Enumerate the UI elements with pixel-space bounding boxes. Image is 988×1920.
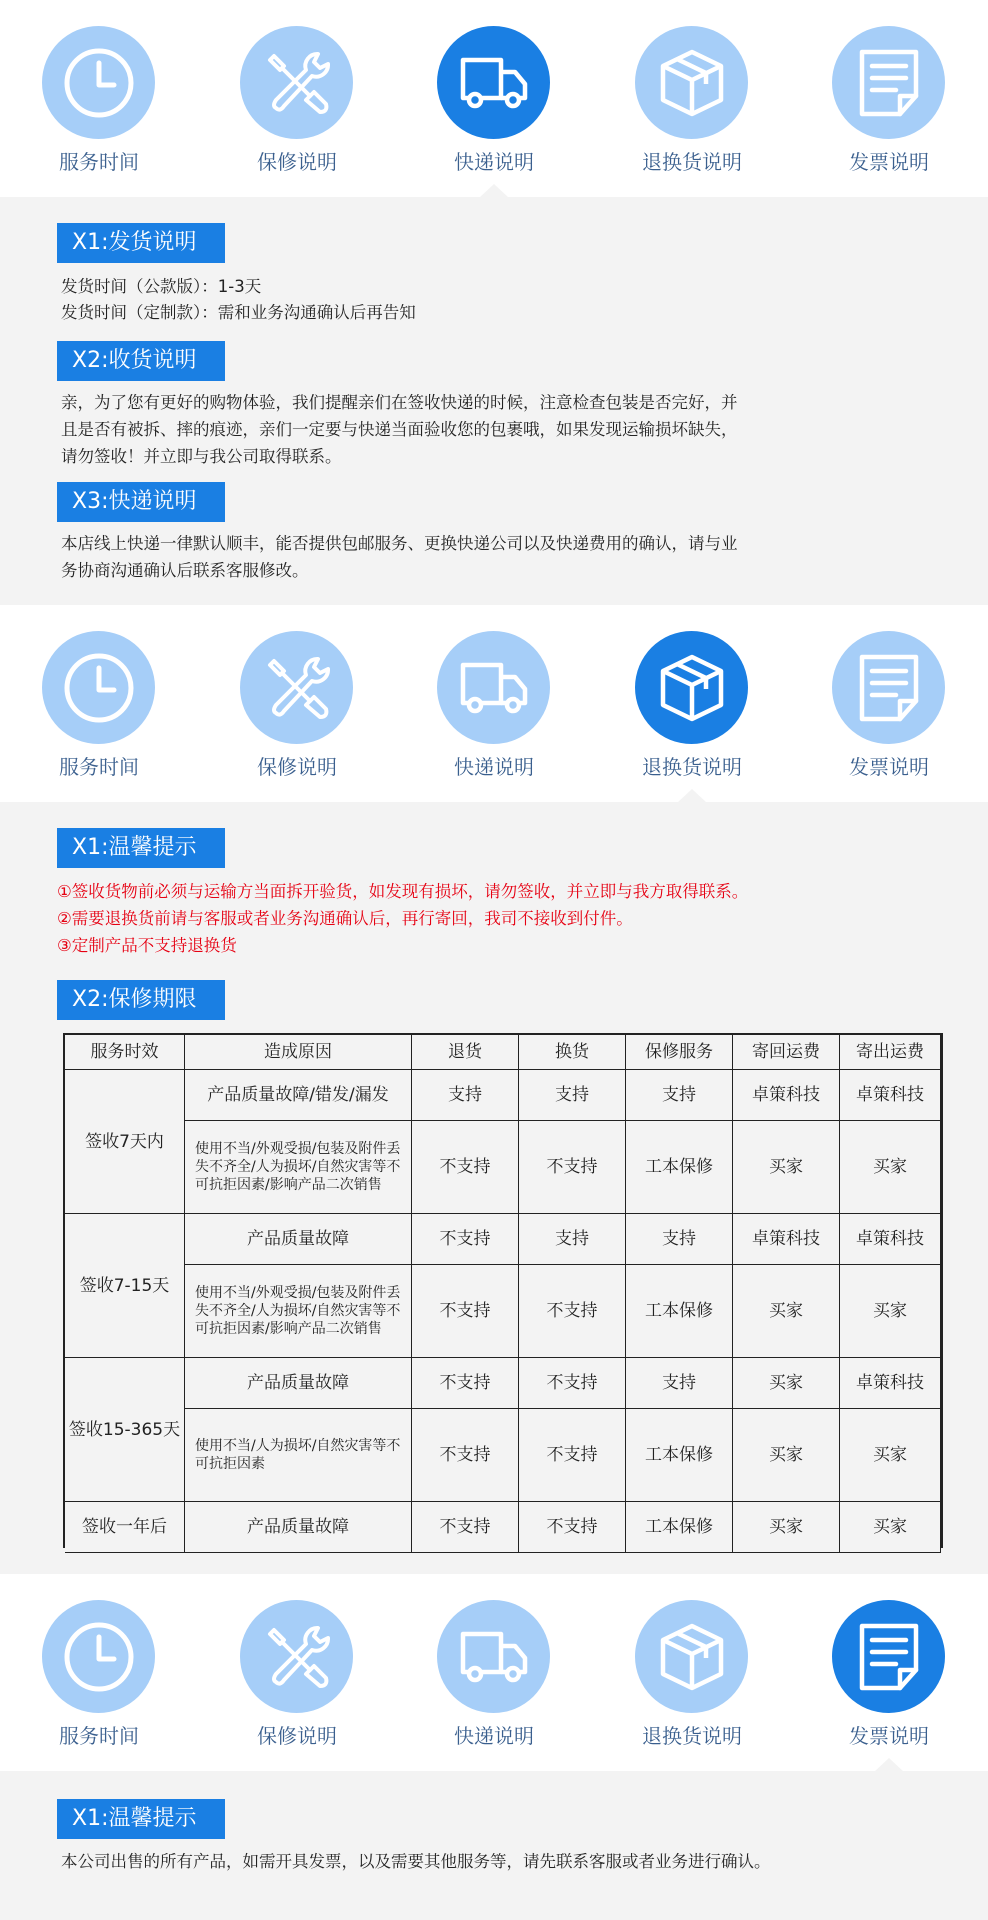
table-header-cell: 寄出运费 [840,1035,941,1070]
tip-line: ②需要退换货前请与客服或者业务沟通确认后，再行寄回，我司不接收到付件。 [57,909,633,928]
nav-tab-label: 快递说明 [454,755,534,779]
tools-icon [240,631,353,744]
nav-tab-label: 发票说明 [849,755,929,779]
table-value-cell: 买家 [840,1502,941,1553]
shipping-section [0,197,988,605]
shipping-time-standard: 发货时间（公款版）：1-3天 [61,277,262,296]
table-value-cell: 工本保修 [626,1265,733,1358]
table-value-cell: 买家 [733,1121,840,1214]
table-value-cell: 卓策科技 [733,1214,840,1265]
section-heading: X1:温馨提示 [57,1799,225,1839]
table-header-cell: 换货 [519,1035,626,1070]
nav-tab-tools[interactable] [198,605,396,802]
section-heading: X2:保修期限 [57,980,225,1020]
table-value-cell: 不支持 [412,1121,519,1214]
active-tab-pointer [479,184,509,198]
table-value-cell: 支持 [519,1070,626,1121]
nav-tab-truck[interactable] [395,1574,593,1771]
nav-bar-returns [0,605,988,802]
receive-text-line: 亲，为了您有更好的购物体验，我们提醒亲们在签收快递的时候，注意检查包装是否完好，并 [61,393,738,412]
table-value-cell: 支持 [626,1358,733,1409]
nav-tab-label: 退换货说明 [642,1724,742,1748]
table-value-cell: 工本保修 [626,1409,733,1502]
nav-bar-shipping [0,0,988,197]
nav-tab-label: 快递说明 [454,150,534,174]
nav-tab-invoice[interactable] [790,605,988,802]
clock-icon [42,631,155,744]
truck-icon [437,1600,550,1713]
express-text-line: 本店线上快递一律默认顺丰，能否提供包邮服务、更换快递公司以及快递费用的确认，请与业 [61,534,738,553]
nav-tab-truck[interactable] [395,0,593,197]
box-icon [635,631,748,744]
table-reason-cell: 产品质量故障 [185,1214,412,1265]
tip-line: ①签收货物前必须与运输方当面拆开验货，如发现有损坏，请勿签收，并立即与我方取得联系。 [57,882,749,901]
nav-tab-label: 服务时间 [59,150,139,174]
clock-icon [42,26,155,139]
section-heading: X2:收货说明 [57,341,225,381]
table-value-cell: 不支持 [412,1409,519,1502]
table-period-cell: 签收7天内 [65,1070,185,1214]
truck-icon [437,631,550,744]
table-value-cell: 支持 [412,1070,519,1121]
nav-tab-clock[interactable] [0,605,198,802]
table-value-cell: 不支持 [519,1502,626,1553]
nav-tab-truck[interactable] [395,605,593,802]
nav-tab-label: 保修说明 [257,1724,337,1748]
nav-tab-label: 保修说明 [257,150,337,174]
tip-line: ③定制产品不支持退换货 [57,936,237,955]
section-heading: X1:发货说明 [57,223,225,263]
nav-tab-tools[interactable] [198,0,396,197]
nav-tab-invoice[interactable] [790,1574,988,1771]
table-value-cell: 买家 [840,1121,941,1214]
nav-tab-label: 服务时间 [59,755,139,779]
table-value-cell: 不支持 [519,1409,626,1502]
table-period-cell: 签收一年后 [65,1502,185,1553]
table-value-cell: 不支持 [412,1265,519,1358]
table-value-cell: 工本保修 [626,1121,733,1214]
table-value-cell: 卓策科技 [840,1358,941,1409]
nav-tab-label: 快递说明 [454,1724,534,1748]
table-value-cell: 不支持 [519,1358,626,1409]
nav-tab-label: 退换货说明 [642,755,742,779]
nav-tab-clock[interactable] [0,0,198,197]
nav-tab-label: 保修说明 [257,755,337,779]
table-reason-cell: 产品质量故障/错发/漏发 [185,1070,412,1121]
nav-tab-label: 服务时间 [59,1724,139,1748]
invoice-icon [832,631,945,744]
clock-icon [42,1600,155,1713]
table-header-cell: 服务时效 [65,1035,185,1070]
nav-bar-invoice [0,1574,988,1771]
tools-icon [240,1600,353,1713]
tools-icon [240,26,353,139]
active-tab-pointer [874,1758,904,1772]
table-value-cell: 买家 [840,1265,941,1358]
table-value-cell: 工本保修 [626,1502,733,1553]
table-value-cell: 支持 [626,1070,733,1121]
section-heading: X1:温馨提示 [57,828,225,868]
table-value-cell: 不支持 [412,1502,519,1553]
table-value-cell: 买家 [840,1409,941,1502]
table-value-cell: 不支持 [412,1358,519,1409]
nav-tab-tools[interactable] [198,1574,396,1771]
table-period-cell: 签收7-15天 [65,1214,185,1358]
table-value-cell: 不支持 [519,1265,626,1358]
table-reason-cell: 产品质量故障 [185,1502,412,1553]
nav-tab-box[interactable] [593,0,791,197]
box-icon [635,26,748,139]
nav-tab-invoice[interactable] [790,0,988,197]
table-reason-cell: 使用不当/外观受损/包装及附件丢失不齐全/人为损坏/自然灾害等不可抗拒因素/影响产品二次销售 [185,1121,412,1214]
nav-tab-box[interactable] [593,1574,791,1771]
table-value-cell: 买家 [733,1409,840,1502]
express-text-line: 务协商沟通确认后联系客服修改。 [61,561,309,580]
invoice-text: 本公司出售的所有产品，如需开具发票，以及需要其他服务等，请先联系客服或者业务进行确认。 [61,1852,771,1871]
nav-tab-label: 发票说明 [849,150,929,174]
table-value-cell: 不支持 [519,1121,626,1214]
table-value-cell: 支持 [519,1214,626,1265]
table-value-cell: 买家 [733,1358,840,1409]
table-header-cell: 保修服务 [626,1035,733,1070]
table-header-cell: 寄回运费 [733,1035,840,1070]
table-reason-cell: 使用不当/人为损坏/自然灾害等不可抗拒因素 [185,1409,412,1502]
receive-text-line: 且是否有被拆、摔的痕迹，亲们一定要与快递当面验收您的包裹哦，如果发现运输损坏缺失， [61,420,738,439]
table-period-cell: 签收15-365天 [65,1358,185,1502]
table-value-cell: 卓策科技 [840,1214,941,1265]
box-icon [635,1600,748,1713]
table-header-cell: 造成原因 [185,1035,412,1070]
invoice-icon [832,1600,945,1713]
table-reason-cell: 产品质量故障 [185,1358,412,1409]
warranty-table [63,1033,943,1548]
table-value-cell: 买家 [733,1502,840,1553]
table-value-cell: 不支持 [412,1214,519,1265]
invoice-section [0,1771,988,1920]
shipping-time-custom: 发货时间（定制款）：需和业务沟通确认后再告知 [61,303,416,322]
table-value-cell: 支持 [626,1214,733,1265]
table-value-cell: 卓策科技 [733,1070,840,1121]
table-value-cell: 卓策科技 [840,1070,941,1121]
nav-tab-clock[interactable] [0,1574,198,1771]
table-value-cell: 买家 [733,1265,840,1358]
nav-tab-label: 发票说明 [849,1724,929,1748]
table-header-cell: 退货 [412,1035,519,1070]
active-tab-pointer [677,789,707,803]
table-reason-cell: 使用不当/外观受损/包装及附件丢失不齐全/人为损坏/自然灾害等不可抗拒因素/影响产品二次销售 [185,1265,412,1358]
receive-text-line: 请勿签收！并立即与我公司取得联系。 [61,447,342,466]
truck-icon [437,26,550,139]
nav-tab-box[interactable] [593,605,791,802]
nav-tab-label: 退换货说明 [642,150,742,174]
section-heading: X3:快递说明 [57,482,225,522]
invoice-icon [832,26,945,139]
